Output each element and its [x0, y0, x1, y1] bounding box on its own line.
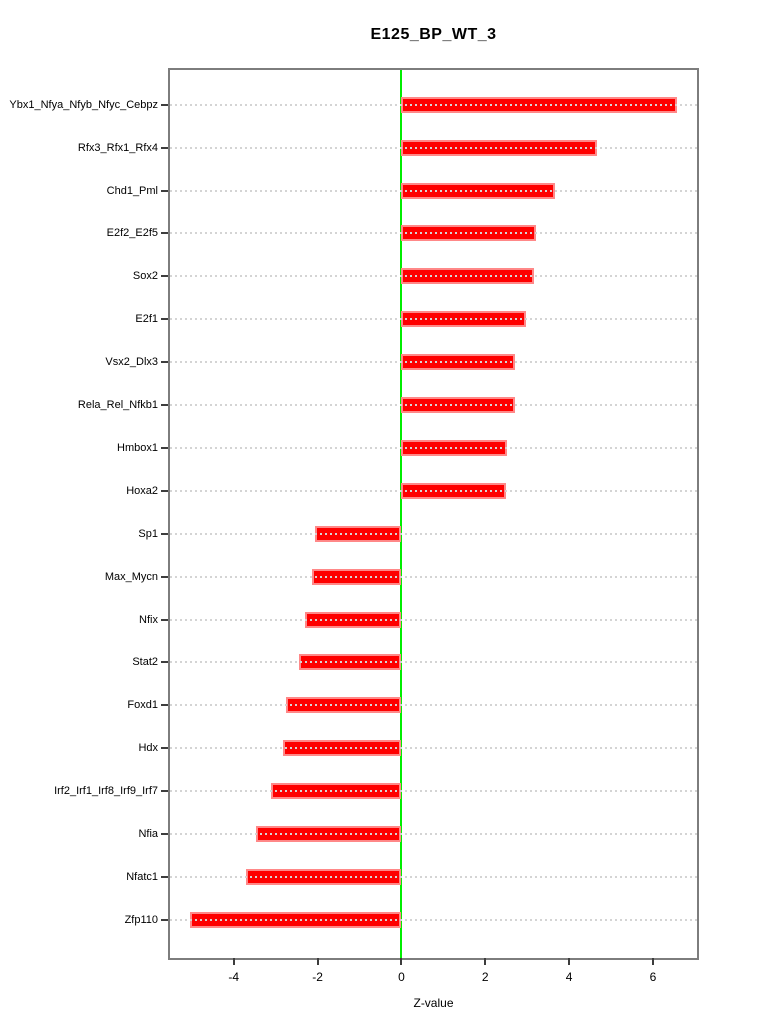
x-axis-tick — [233, 958, 235, 965]
y-axis-tick — [161, 361, 168, 363]
x-axis-tick-label: -4 — [228, 970, 240, 984]
y-axis-label-Chd1_Pml: Chd1_Pml — [106, 184, 158, 197]
y-axis-label-Hdx: Hdx — [138, 742, 158, 755]
row-dotted-line — [170, 490, 697, 492]
y-axis-tick — [161, 704, 168, 706]
y-axis-label-Ybx1_Nfya_Nfyb_Nfyc_Cebpz: Ybx1_Nfya_Nfyb_Nfyc_Cebpz — [9, 98, 158, 111]
y-axis-label-Foxd1: Foxd1 — [127, 699, 158, 712]
y-axis-tick — [161, 533, 168, 535]
y-axis-tick — [161, 232, 168, 234]
y-axis-label-Stat2: Stat2 — [132, 656, 158, 669]
row-dotted-line — [170, 447, 697, 449]
y-axis-label-Hoxa2: Hoxa2 — [126, 484, 158, 497]
row-dotted-line — [170, 404, 697, 406]
x-axis-tick-label: 0 — [398, 970, 405, 984]
row-dotted-line — [170, 275, 697, 277]
y-axis-label-Nfix: Nfix — [139, 613, 158, 626]
y-axis-tick — [161, 104, 168, 106]
plot-box-border — [168, 68, 699, 960]
y-axis-label-Sp1: Sp1 — [138, 527, 158, 540]
row-dotted-line — [170, 619, 697, 621]
x-axis-tick-label: 4 — [565, 970, 573, 984]
y-axis-tick — [161, 790, 168, 792]
chart-title: E125_BP_WT_3 — [370, 26, 497, 43]
y-axis-tick — [161, 447, 168, 449]
y-axis-tick — [161, 661, 168, 663]
y-axis-tick — [161, 919, 168, 921]
y-axis-tick — [161, 490, 168, 492]
x-axis-tick-label: 2 — [481, 970, 489, 984]
row-dotted-line — [170, 147, 697, 149]
x-axis-tick — [400, 958, 402, 965]
row-dotted-line — [170, 919, 697, 921]
y-axis-tick — [161, 833, 168, 835]
y-axis-tick — [161, 404, 168, 406]
x-axis-tick — [484, 958, 486, 965]
row-dotted-line — [170, 704, 697, 706]
row-dotted-line — [170, 232, 697, 234]
x-axis-tick-label: -2 — [312, 970, 323, 984]
x-axis-tick — [317, 958, 319, 965]
x-axis-title: Z-value — [413, 996, 454, 1010]
row-dotted-line — [170, 104, 697, 106]
x-axis-tick — [568, 958, 570, 965]
y-axis-label-Zfp110: Zfp110 — [124, 913, 158, 926]
row-dotted-line — [170, 747, 697, 749]
y-axis-label-Hmbox1: Hmbox1 — [117, 441, 158, 454]
y-axis-label-Rela_Rel_Nfkb1: Rela_Rel_Nfkb1 — [77, 399, 158, 412]
y-axis-label-Nfatc1: Nfatc1 — [126, 870, 158, 883]
y-axis-label-Rfx3_Rfx1_Rfx4: Rfx3_Rfx1_Rfx4 — [77, 141, 158, 154]
row-dotted-line — [170, 190, 697, 192]
y-axis-label-Irf2_Irf1_Irf8_Irf9_Irf7: Irf2_Irf1_Irf8_Irf9_Irf7 — [54, 785, 158, 798]
y-axis-tick — [161, 619, 168, 621]
plot-area — [170, 70, 697, 958]
row-dotted-line — [170, 361, 697, 363]
y-axis-tick — [161, 576, 168, 578]
y-axis-tick — [161, 147, 168, 149]
y-axis-tick — [161, 190, 168, 192]
y-axis-label-Max_Mycn: Max_Mycn — [104, 570, 158, 583]
row-dotted-line — [170, 576, 697, 578]
zero-reference-line — [400, 70, 402, 958]
y-axis-label-Sox2: Sox2 — [132, 270, 158, 283]
y-axis-label-E2f1: E2f1 — [135, 313, 158, 326]
y-axis-label-Vsx2_Dlx3: Vsx2_Dlx3 — [105, 356, 158, 369]
row-dotted-line — [170, 833, 697, 835]
y-axis-tick — [161, 876, 168, 878]
x-axis-tick-label: 6 — [649, 970, 657, 984]
x-axis-tick — [652, 958, 654, 965]
y-axis-label-Nfia: Nfia — [138, 828, 158, 841]
y-axis-tick — [161, 275, 168, 277]
row-dotted-line — [170, 533, 697, 535]
y-axis-tick — [161, 318, 168, 320]
y-axis-tick — [161, 747, 168, 749]
row-dotted-line — [170, 661, 697, 663]
y-axis-label-E2f2_E2f5: E2f2_E2f5 — [106, 227, 158, 240]
row-dotted-line — [170, 790, 697, 792]
row-dotted-line — [170, 318, 697, 320]
row-dotted-line — [170, 876, 697, 878]
